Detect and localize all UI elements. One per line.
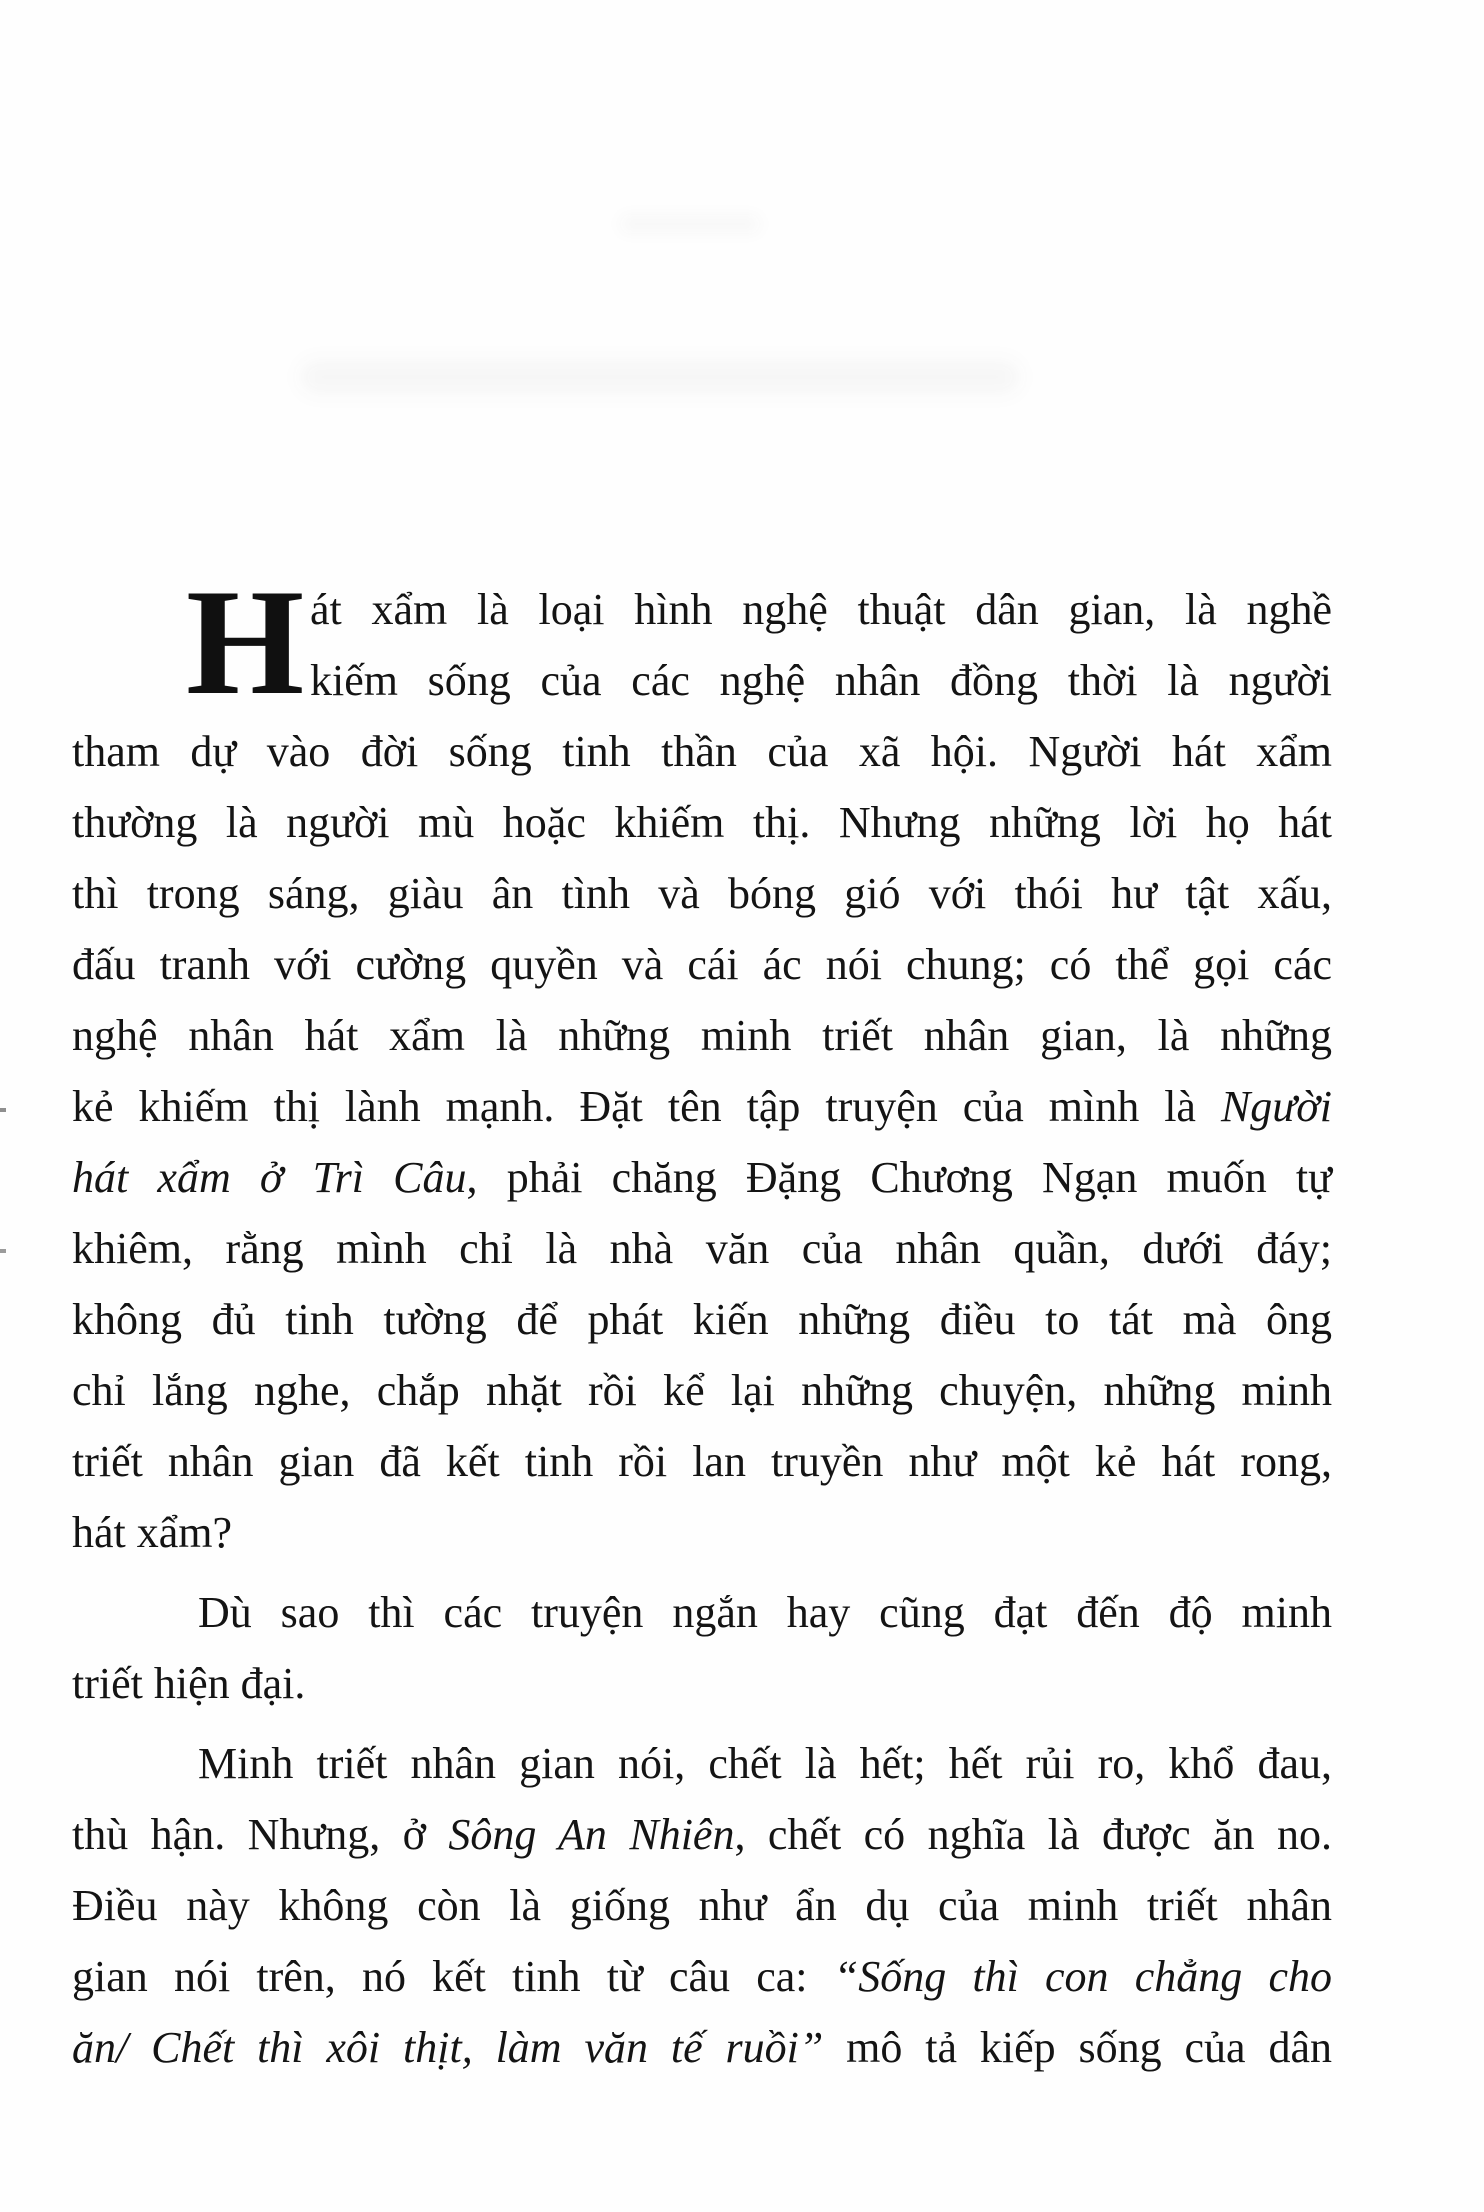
body-text: triết hiện đại. — [72, 1659, 306, 1708]
body-text: thường là người mù hoặc khiếm thị. Nhưng những lời họ hát — [72, 798, 1332, 847]
body-text: gian nói trên, nó kết tinh từ câu ca: — [72, 1952, 834, 2001]
body-text: triết nhân gian đã kết tinh rồi lan truyền như một kẻ hát rong, — [72, 1437, 1332, 1486]
body-text: nghệ nhân hát xẩm là những minh triết nhân gian, là những — [72, 1011, 1332, 1060]
body-text: át xẩm là loại hình nghệ thuật dân gian, là nghề — [310, 585, 1332, 634]
text-line — [72, 1213, 1332, 1284]
scan-smudge — [300, 360, 1020, 394]
body-text: hát xẩm? — [72, 1508, 233, 1557]
drop-cap-letter: H — [186, 558, 305, 726]
text-line — [72, 1941, 1332, 2012]
text-line — [72, 1355, 1332, 1426]
body-text: kẻ khiếm thị lành mạnh. Đặt tên tập truyện của mình là — [72, 1082, 1221, 1131]
scan-artifact — [0, 1249, 6, 1253]
text-line — [72, 574, 1332, 645]
text-line — [72, 716, 1332, 787]
text-line — [72, 1000, 1332, 1071]
italic-text: ăn/ Chết thì xôi thịt, làm văn tế ruồi” — [72, 2023, 824, 2072]
text-line — [72, 1142, 1332, 1213]
text-line — [72, 1577, 1332, 1648]
body-text: kiếm sống của các nghệ nhân đồng thời là người — [310, 656, 1332, 705]
body-text: đấu tranh với cường quyền và cái ác nói chung; có thể gọi các — [72, 940, 1332, 989]
body-text: thù hận. Nhưng, ở — [72, 1810, 449, 1859]
text-line — [72, 645, 1332, 716]
italic-text: hát xẩm ở Trì Câu — [72, 1153, 467, 1202]
text-line — [72, 787, 1332, 858]
italic-text: “Sống thì con chẳng cho — [833, 1952, 1332, 2001]
body-text: Điều này không còn là giống như ẩn dụ của minh triết nhân — [72, 1881, 1332, 1930]
paragraph-3 — [72, 1728, 1332, 2083]
text-block — [72, 574, 1332, 2083]
text-line — [72, 1648, 1332, 1719]
italic-text: Sông An Nhiên — [448, 1810, 735, 1859]
paragraph-2 — [72, 1577, 1332, 1719]
body-text: , chết có nghĩa là được ăn no. — [734, 1810, 1332, 1859]
text-line — [72, 1728, 1332, 1799]
italic-text: Người — [1220, 1082, 1332, 1131]
text-line — [72, 1071, 1332, 1142]
text-line — [72, 1870, 1332, 1941]
body-text: thì trong sáng, giàu ân tình và bóng gió với thói hư tật xấu, — [72, 869, 1332, 918]
body-text: tham dự vào đời sống tinh thần của xã hội. Người hát xẩm — [72, 727, 1332, 776]
text-line — [72, 858, 1332, 929]
scan-smudge — [620, 215, 760, 233]
text-line — [72, 1284, 1332, 1355]
text-line — [72, 1497, 1332, 1568]
body-text: mô tả kiếp sống của dân — [823, 2023, 1332, 2072]
text-line — [72, 1426, 1332, 1497]
body-text: Dù sao thì các truyện ngắn hay cũng đạt đến độ minh — [198, 1588, 1332, 1637]
body-text: chỉ lắng nghe, chắp nhặt rồi kể lại những chuyện, những minh — [72, 1366, 1332, 1415]
scan-artifact — [0, 1108, 6, 1112]
text-line — [72, 1799, 1332, 1870]
body-text: , phải chăng Đặng Chương Ngạn muốn tự — [466, 1153, 1332, 1202]
text-line — [72, 929, 1332, 1000]
body-text: Minh triết nhân gian nói, chết là hết; hết rủi ro, khổ đau, — [198, 1739, 1332, 1788]
body-text: khiêm, rằng mình chỉ là nhà văn của nhân quần, dưới đáy; — [72, 1224, 1332, 1273]
text-line — [72, 2012, 1332, 2083]
paragraph-1 — [72, 574, 1332, 1568]
body-text: không đủ tinh tường để phát kiến những điều to tát mà ông — [72, 1295, 1332, 1344]
